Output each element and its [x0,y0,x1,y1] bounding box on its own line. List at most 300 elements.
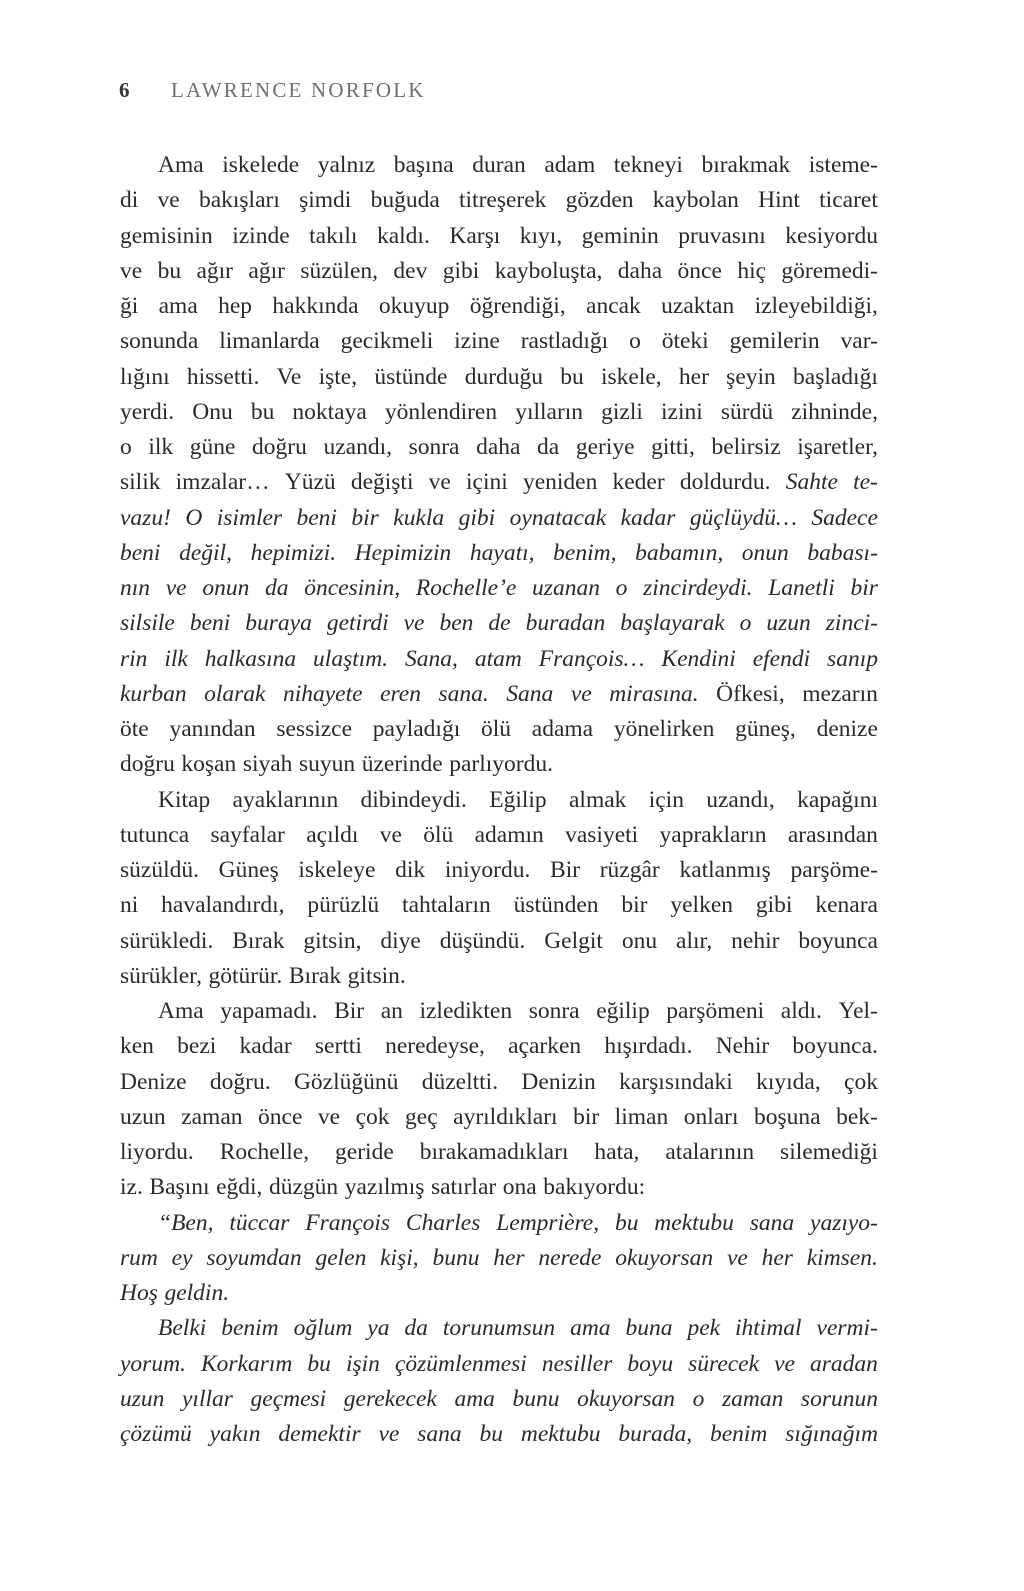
word: Öfkesi, [716,680,785,707]
word: öncesinin, [304,575,401,601]
word: satırlar [430,1174,497,1201]
word: Sahte [785,469,838,496]
word: Lemprière, [496,1209,600,1236]
word: dik [395,857,426,883]
word: sonra [528,998,580,1024]
text-line [120,1241,878,1276]
text-line [120,501,878,536]
text-line [120,1100,878,1135]
word: onun [741,539,789,566]
word: da [537,434,560,460]
running-head [119,78,426,108]
word: pek [687,1315,721,1342]
word: eğdi, [216,1174,263,1201]
word: bu [479,1421,503,1447]
word: her [678,363,709,390]
word: götürür. [208,962,283,989]
word: bezi [177,1033,217,1060]
text-line [120,747,878,782]
word: geldin. [164,1280,230,1306]
word: doğru [120,751,175,778]
word: başlayarak [620,610,725,637]
word: liman [614,1103,669,1130]
word: Yel- [838,998,878,1024]
word: pürüzlü [307,892,380,919]
word: hayatı, [469,539,535,566]
word: Yüzü [284,469,336,496]
word: ve [157,187,180,214]
word: işin [345,1350,380,1377]
word: iz. [120,1174,143,1201]
word: ya [367,1315,390,1342]
word: rin [120,645,148,672]
word: güneş, [735,716,796,742]
word: ilk [148,434,174,460]
word: ayaklarının [232,786,339,813]
running-head-author: LAWRENCE NORFOLK [171,78,426,102]
word: düzeltti. [421,1068,499,1095]
text-line [120,395,878,430]
word: tutunca [120,821,190,848]
word: buğuda [370,187,440,214]
word: silemediği [780,1139,878,1165]
word: Sana [506,680,554,707]
word: an [380,998,403,1024]
word: geçmesi [250,1385,327,1412]
word: aldı. [780,998,822,1024]
word: geriye [575,434,635,460]
text-line [120,1065,878,1100]
word: ona [502,1174,537,1201]
word: nihayete [282,680,363,707]
text-line [120,1206,878,1241]
word: oynatacak [509,504,607,531]
word: duran [472,152,526,178]
word: kaybolan [652,187,739,214]
word: yapamadı. [220,998,318,1024]
word: bu [307,1350,331,1377]
word: açarken [508,1033,582,1060]
word: yönlendiren [384,398,498,425]
word: nesiller [541,1350,613,1377]
word: kukla [393,504,445,531]
word: kadar [239,1033,292,1060]
word: yılların [515,398,584,425]
word: ticaret [819,187,878,214]
word: havalandırdı, [161,892,285,919]
text-line [120,642,878,677]
word: pruvasını [678,222,766,249]
word: de [488,610,511,637]
word: ve [774,1350,795,1377]
word: ey [171,1244,193,1271]
word: bir [850,575,878,601]
word: gitsin, [303,927,362,954]
word: ölü [423,821,454,848]
word: babası- [807,539,878,566]
word: geminin [581,222,659,249]
text-line [120,1382,878,1417]
word: adam [544,152,596,178]
word: atam [474,645,522,672]
word: karşısındaki [619,1068,733,1095]
word: beni [296,504,337,531]
word: önce [258,1103,303,1130]
word: demektir [278,1421,361,1447]
word: bunu [432,1244,480,1271]
word: önce [677,257,722,284]
text-line [120,712,878,747]
word: yazıyo- [810,1209,878,1236]
word: yalnız [317,152,376,178]
word: tahtaların [402,892,491,919]
word: okuyorsan [577,1385,676,1412]
text-line [120,465,878,500]
word: durduğu [464,363,544,390]
word: buna [625,1315,673,1342]
word: gerekecek [343,1385,437,1412]
text-line [120,783,878,818]
text-line [120,1417,878,1452]
word: yakın [209,1421,261,1447]
word: Rochelle’e [415,575,517,601]
word: ve [726,1244,748,1271]
word: boyu [627,1350,674,1377]
word: beni [120,539,161,566]
word: onu [621,927,658,954]
word: kıyıda, [756,1068,821,1095]
word: lığını [120,363,170,390]
word: düzgün [268,1174,339,1201]
word: denize [816,716,878,742]
word: gecikmeli [340,328,434,355]
word: ve [120,257,143,284]
word: göremedi- [781,257,878,284]
word: uzandı, [323,434,392,460]
word: yeniden [522,469,598,496]
word: François [305,1209,391,1236]
word: yorum. [120,1350,186,1377]
word: Ama [158,998,204,1024]
word: gitti, [651,434,695,460]
text-line [120,606,878,641]
word: Gelgit [544,927,603,954]
word: ayrıldıkları [453,1103,558,1130]
word: payladığı [372,716,461,742]
text-line [120,148,878,183]
text-line [120,536,878,571]
word: aradan [810,1350,878,1377]
word: kenara [815,892,878,919]
word: var- [840,328,878,355]
text-line [120,1170,878,1205]
word: parlıyordu. [449,751,553,778]
word: çözümlenmesi [394,1350,527,1377]
word: suyun [299,751,356,778]
word: koşan [181,751,237,778]
word: ve [403,610,425,637]
word: hep [218,293,253,319]
word: şeyin [726,363,776,390]
word: ve [317,1103,341,1130]
word: çözümü [120,1421,192,1447]
word: vasiyeti [565,821,639,848]
word: bakıyordu: [543,1174,646,1201]
word: hissetti. [186,363,260,390]
word: gibi [755,892,793,919]
word: Başını [149,1174,210,1201]
word: vazu! [120,504,171,531]
text-line [120,959,878,994]
word: değil, [179,539,232,566]
word: izinde [232,222,290,249]
word: sürdü [720,398,774,425]
word: boyunca. [792,1033,878,1060]
text-line [120,430,878,465]
word: halkasına [204,645,297,672]
word: gibi [458,504,496,531]
word: bir [621,892,648,919]
word: izini [661,398,703,425]
word: sana [417,1421,462,1447]
word: çok [844,1068,878,1095]
word: yıllar [182,1385,233,1412]
word: dibindeydi. [360,786,467,813]
word: kesiyordu [785,222,878,249]
word: Hoş [120,1280,158,1306]
word: da [265,575,289,601]
word: Sana, [405,645,458,672]
word: işte, [318,363,358,390]
word: doğru [252,434,307,460]
word: sonra [408,434,460,460]
word: oğlum [293,1315,353,1342]
word: neredeyse, [385,1033,485,1060]
word: sığınağım [785,1421,878,1447]
word: Karşı [449,222,501,249]
word: efendi [752,645,811,672]
word: onun [202,575,250,601]
text-line [120,571,878,606]
body-text [120,148,878,1452]
word: için [648,786,684,813]
word: kıyı, [519,222,563,249]
word: Korkarım [200,1350,293,1377]
text-line [120,360,878,395]
word: ama [158,293,198,319]
word: liyordu. [120,1139,194,1165]
text-line [120,924,878,959]
word: iskele, [600,363,662,390]
word: ve [428,469,451,496]
word: kapağını [797,786,878,813]
word: sana [749,1209,795,1236]
word: bu [157,257,182,284]
word: uzun [766,610,811,637]
word: geride [335,1139,394,1165]
word: daha [476,434,521,460]
word: yönelirken [613,716,715,742]
word: Bir [550,857,581,883]
page-number: 6 [119,78,130,102]
word: çok [355,1103,390,1130]
text-line [120,324,878,359]
word: Sadece [811,504,878,531]
word: tüccar [229,1209,290,1236]
word: zinci- [825,610,878,637]
word: benim, [553,539,617,566]
word: buradan [525,610,606,637]
word: bunu [512,1385,560,1412]
text-line [120,1029,878,1064]
word: ulaştım. [313,645,389,672]
word: işaretler, [797,434,878,460]
word: takılı [309,222,358,249]
word: François… [538,645,645,672]
word: diye [380,927,421,954]
word: babamın, [635,539,724,566]
word: o [120,434,132,460]
word: o [615,575,628,601]
word: boşuna [754,1103,821,1130]
word: Denize [120,1068,187,1095]
word: ancak [586,293,641,319]
word: iniyordu. [444,857,531,883]
word: iskelede [222,152,300,178]
word: ken [120,1033,154,1060]
word: sanıp [827,645,878,672]
word: süzüldü. [120,857,199,883]
word: eren [380,680,421,707]
word: öte [120,716,149,742]
word: keder [612,469,665,496]
word: sürükledi. [120,927,214,954]
word: isteme- [808,152,878,178]
word: Lanetli [768,575,835,601]
word: torunumsun [442,1315,556,1342]
word: ağır [248,257,285,284]
word: arasından [787,821,878,848]
word: başına [393,152,454,178]
word: sürecek [688,1350,760,1377]
word: değişti [350,469,414,496]
word: rastladığı [520,328,609,355]
word: parşöme- [790,857,878,883]
word: Bir [334,998,365,1024]
word: sana. [438,680,489,707]
word: iskeleye [298,857,376,883]
word: bırakmak [701,152,791,178]
word: hepimizi. [250,539,337,566]
word: Kitap [158,786,211,813]
word: uzun [120,1385,165,1412]
word: Eğilip [489,786,547,813]
word: bu [614,1209,639,1236]
word: mektubu [654,1209,734,1236]
word: buraya [245,610,312,637]
word: kimsen. [806,1244,878,1271]
word: dev [393,257,428,284]
word: titreşerek [458,187,547,214]
word: okuyup [378,293,450,319]
word: rüzgâr [599,857,660,883]
word: beni [189,610,231,637]
word: gemilerin [729,328,820,355]
word: üstünde [374,363,448,390]
word: yaprakların [659,821,767,848]
word: uzaktan [661,293,735,319]
word: Ama [158,152,204,178]
word: şimdi [299,187,352,214]
word: atalarının [665,1139,755,1165]
word: parşömeni [666,998,765,1024]
word: bek- [836,1103,878,1130]
word: gibi [442,257,480,284]
word: o [629,328,641,355]
text-line [120,888,878,923]
word: getirdi [326,610,389,637]
word: yelken [670,892,734,919]
word: mirasına. [609,680,699,707]
word: doldurdu. [679,469,771,496]
word: Bırak [232,927,285,954]
word: ölü [481,716,512,742]
word: ve [378,1421,400,1447]
word: üstünden [513,892,599,919]
word: zincirdeydi. [643,575,753,601]
word: yerdi. [120,398,175,425]
text-line [120,1135,878,1170]
word: zaman [721,1385,784,1412]
word: gizli [601,398,643,425]
text-line [120,219,878,254]
word: ama [454,1385,495,1412]
word: bu [250,398,275,425]
word: benim [709,1421,768,1447]
word: her [493,1244,525,1271]
text-line [120,289,878,324]
word: bir [351,504,379,531]
word: içini [466,469,508,496]
word: sürükler, [120,962,202,989]
word: ve [165,575,187,601]
word: açıldı [306,821,359,848]
word: belirsiz [711,434,781,460]
word: imzalar… [175,469,270,496]
word: olarak [204,680,266,707]
word: almak [568,786,627,813]
word: sertti [314,1033,362,1060]
word: hışırdadı. [604,1033,693,1060]
word: noktaya [292,398,367,425]
word: o [739,610,752,637]
word: uzun [120,1103,166,1130]
word: nerede [538,1244,602,1271]
word: katlanmış [679,857,771,883]
word: sessizce [276,716,353,742]
word: izine [454,328,500,355]
word: limanlarda [219,328,320,355]
text-line [120,183,878,218]
word: “Ben, [158,1209,214,1236]
text-line [120,1276,878,1311]
word: sayfalar [210,821,285,848]
word: Güneş [218,857,279,883]
word: gitsin. [347,962,406,989]
word: izledikten [419,998,513,1024]
word: uzandı, [706,786,775,813]
word: güne [189,434,236,460]
